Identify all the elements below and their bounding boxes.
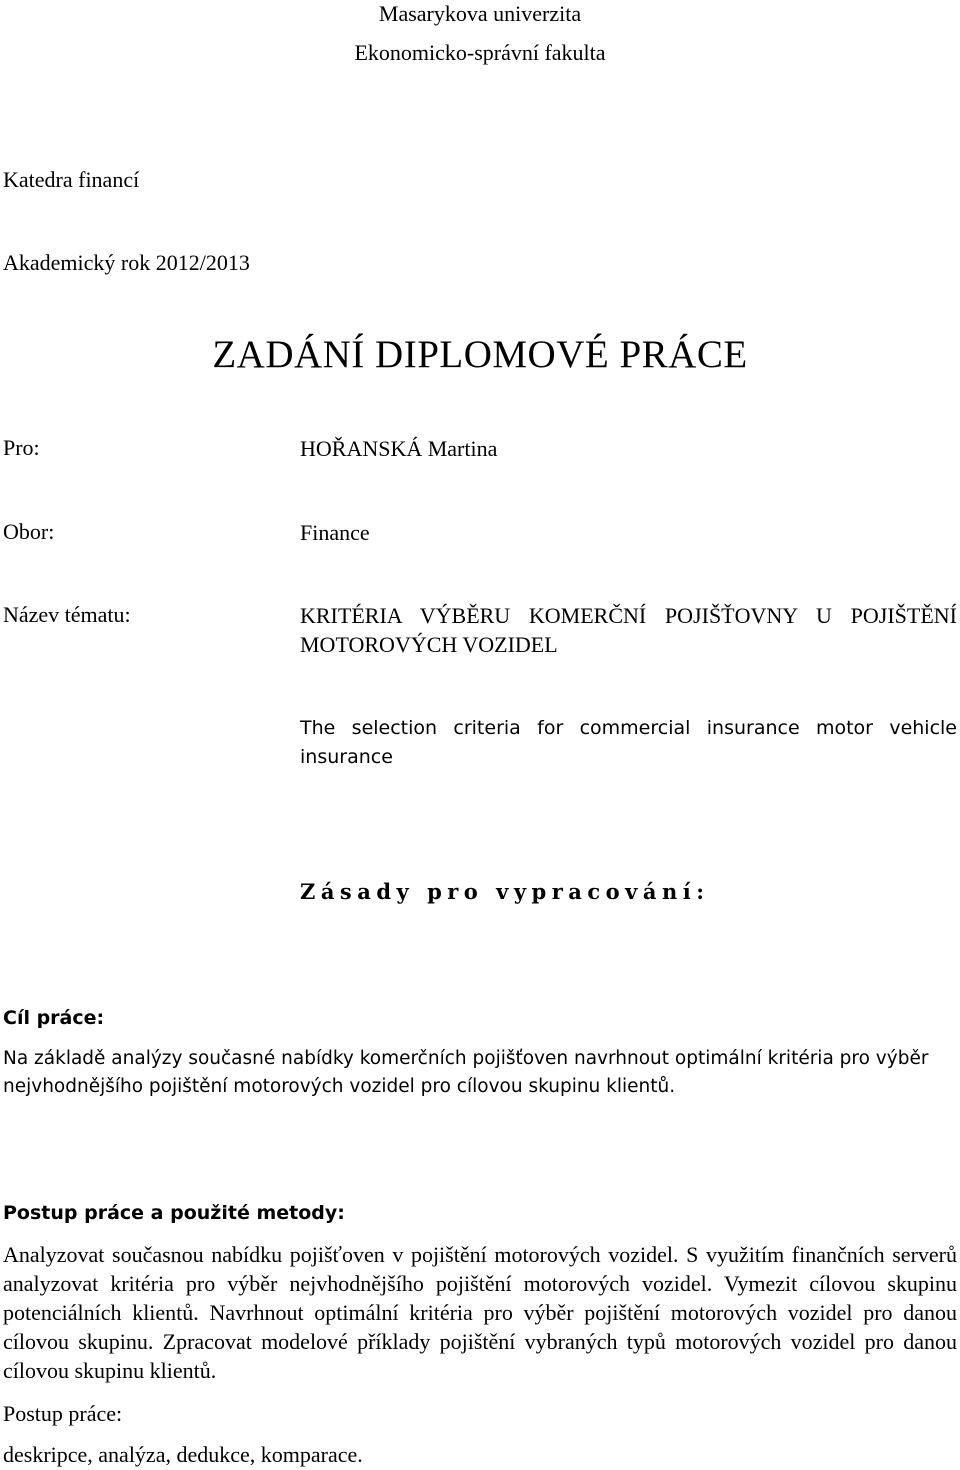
topic-value-cz: KRITÉRIA VÝBĚRU KOMERČNÍ POJIŠŤOVNY U POJIŠTĚNÍ MOTOROVÝCH VOZIDEL [300,603,957,657]
university-name: Masarykova univerzita [378,1,582,26]
goal-text: Na základě analýzy současné nabídky komerčních pojišťoven navrhnout optimální kritéria pro výběr nejvhodnějšího pojištění motorových vozidel pro cílovou skupinu klientů. [3,1048,929,1097]
goal-heading: Cíl práce: [3,1007,105,1029]
faculty-name: Ekonomicko-správní fakulta [354,40,606,65]
document-title: ZADÁNÍ DIPLOMOVÉ PRÁCE [212,333,748,376]
obor-label: Obor: [3,519,55,544]
topic-value-en: The selection criteria for commercial insurance motor vehicle insurance [300,717,957,768]
pro-value: HOŘANSKÁ Martina [300,436,498,461]
topic-label: Název tématu: [3,602,131,627]
method-subtext: deskripce, analýza, dedukce, komparace. [3,1442,363,1467]
obor-value: Finance [300,520,370,545]
pro-label: Pro: [3,435,40,460]
academic-year: Akademický rok 2012/2013 [3,250,250,275]
method-heading: Postup práce a použité metody: [3,1202,345,1224]
method-text: Analyzovat současnou nabídku pojišťoven v pojištění motorových vozidel. S využitím finančních serverů analyzovat kritéria pro výběr nejvhodnějšího pojištění motorových vozidel. Vymezit cílovou skupinu potenciálních klientů. Navrhnout optimální kritéria pro výběr pojištění motorových vozidel pro danou cílovou skupinu. Zpracovat modelové příklady pojištění vybraných typů motorových vozidel pro danou cílovou skupinu klientů. [3,1242,957,1383]
principles-heading: Zásady pro vypracování: [300,879,710,904]
method-subheading: Postup práce: [3,1401,123,1426]
department-name: Katedra financí [3,167,140,192]
